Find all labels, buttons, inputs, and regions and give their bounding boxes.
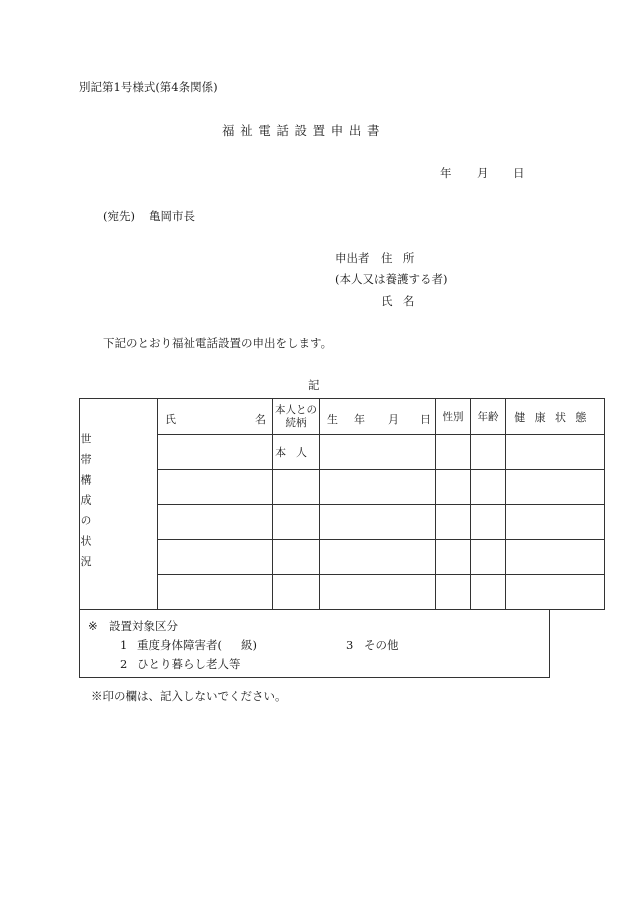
age-cell[interactable] <box>471 505 506 540</box>
category-item1-number: 1 <box>120 638 128 652</box>
header-birth-2: 年 <box>354 413 365 426</box>
category-item2-text: ひとり暮らし老人等 <box>137 657 241 671</box>
header-name <box>158 399 273 435</box>
relation-cell[interactable] <box>273 470 320 505</box>
health-cell[interactable] <box>506 540 605 575</box>
page-title: 福祉電話設置申出書 <box>222 123 386 138</box>
table-row <box>80 470 605 505</box>
table-row <box>80 540 605 575</box>
relation-cell[interactable] <box>273 575 320 610</box>
relation-cell: 本人 <box>273 435 320 470</box>
date-day-label: 日 <box>513 166 525 180</box>
health-cell[interactable] <box>506 575 605 610</box>
category-item1-text: 重度身体障害者( <box>137 638 222 652</box>
sex-cell[interactable] <box>436 575 471 610</box>
name-cell[interactable] <box>158 540 273 575</box>
age-cell[interactable] <box>471 540 506 575</box>
header-birthdate <box>320 399 436 435</box>
addressee-prefix: (宛先) <box>103 209 135 223</box>
name-cell[interactable] <box>158 470 273 505</box>
side-label: 世帯構成の状況 <box>79 432 92 576</box>
footnote: ※印の欄は、記入しないでください。 <box>91 689 287 703</box>
health-cell[interactable] <box>506 470 605 505</box>
relation-cell[interactable] <box>273 540 320 575</box>
applicant-note: (本人又は養護する者) <box>335 272 448 286</box>
age-cell[interactable] <box>471 435 506 470</box>
date-month-label: 月 <box>477 166 489 180</box>
header-sex: 性別 <box>436 399 471 435</box>
category-item1-grade: 級) <box>241 638 257 652</box>
birthdate-cell[interactable] <box>320 470 436 505</box>
header-age: 年齢 <box>471 399 506 435</box>
header-birth-3: 月 <box>388 413 399 426</box>
relation-cell[interactable] <box>273 505 320 540</box>
table-header-row <box>80 399 605 435</box>
table-row <box>80 575 605 610</box>
table-row <box>80 505 605 540</box>
side-label-cell <box>80 399 158 610</box>
header-birth-4: 日 <box>420 413 431 426</box>
applicant-name-label: 氏名 <box>381 294 425 308</box>
header-relation: 本人との続柄 <box>273 399 320 435</box>
birthdate-cell[interactable] <box>320 540 436 575</box>
category-item3-number: 3 <box>346 638 354 652</box>
birthdate-cell[interactable] <box>320 435 436 470</box>
category-item2-number: 2 <box>120 657 128 671</box>
health-cell[interactable] <box>506 435 605 470</box>
sex-cell[interactable] <box>436 505 471 540</box>
header-name-2: 名 <box>255 413 266 426</box>
sex-cell[interactable] <box>436 540 471 575</box>
applicant-address-label: 住所 <box>381 251 425 265</box>
category-title: 設置対象区分 <box>109 619 178 633</box>
household-table <box>79 398 605 610</box>
health-cell[interactable] <box>506 505 605 540</box>
applicant-label: 申出者 <box>335 251 370 265</box>
form-number: 別記第1号様式(第4条関係) <box>79 80 218 94</box>
addressee: 亀岡市長 <box>149 209 195 223</box>
intro-text: 下記のとおり福祉電話設置の申出をします。 <box>103 336 333 350</box>
category-box <box>79 609 550 678</box>
birthdate-cell[interactable] <box>320 505 436 540</box>
header-name-1: 氏 <box>165 413 176 426</box>
name-cell[interactable] <box>158 505 273 540</box>
category-mark: ※ <box>88 619 98 633</box>
date-year-label: 年 <box>440 166 452 180</box>
birthdate-cell[interactable] <box>320 575 436 610</box>
category-item3-text: その他 <box>364 638 399 652</box>
name-cell[interactable] <box>158 435 273 470</box>
age-cell[interactable] <box>471 575 506 610</box>
name-cell[interactable] <box>158 575 273 610</box>
age-cell[interactable] <box>471 470 506 505</box>
table-row <box>80 435 605 470</box>
sex-cell[interactable] <box>436 435 471 470</box>
header-birth-1: 生 <box>327 413 338 426</box>
header-health: 健康状態 <box>506 399 605 435</box>
ki-heading: 記 <box>308 378 320 392</box>
sex-cell[interactable] <box>436 470 471 505</box>
